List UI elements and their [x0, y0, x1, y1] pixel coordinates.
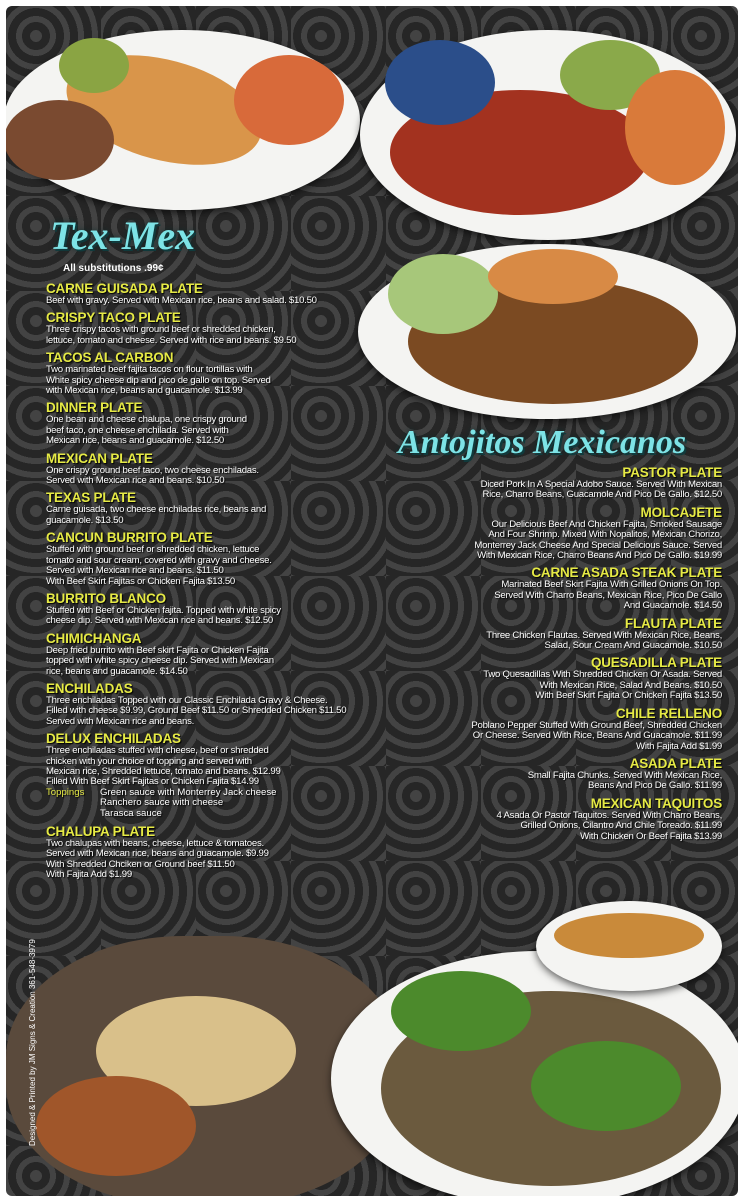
item-name: MEXICAN PLATE [46, 450, 153, 466]
pastor-plate-photo [360, 30, 736, 240]
section-title-texmex: Tex-Mex [50, 213, 196, 258]
item-name: TACOS AL CARBON [46, 350, 174, 366]
item-name: DELUX ENCHILADAS [46, 731, 181, 747]
item-description: Two Quesadillas With Shredded Chicken Or Asada. Served With Mexican Rice, Salad And Beans. $10.50 With Beef Skirt Fajita Or Chicken Fajita $13.50 [483, 669, 722, 702]
consome-bowl-photo [536, 901, 722, 991]
item-name: CHILE RELLENO [615, 705, 722, 721]
texmex-menu-list [46, 282, 373, 886]
toppings-list [46, 788, 373, 819]
item-description: Three enchiladas stuffed with cheese, beef or shredded chicken with your choice of topping and served with Mexican rice, Shredded lettuce, tomato and beans. $12.99 Filled With Beef Skirt Fajitas or Chicken Fajita $14.99 [46, 745, 281, 788]
menu-page [6, 6, 738, 1196]
substitutions-note: All substitutions .99¢ [63, 263, 164, 274]
item-name: CARNE ASADA STEAK PLATE [531, 565, 722, 581]
item-description: Three crispy tacos with ground beef or shredded chicken, lettuce, tomato and cheese. Served with rice and beans. $9.50 [46, 324, 297, 346]
tacos-plate-photo [331, 951, 738, 1196]
item-name: CHIMICHANGA [46, 630, 142, 646]
menu-item [46, 632, 373, 677]
item-description: Marinated Beef Skirt Fajita With Grilled Onions On Top. Served With Charro Beans, Mexican Rice, Pico De Gallo And Guacamole. $14.50 [494, 579, 722, 612]
menu-item [46, 452, 373, 487]
menu-item [46, 825, 373, 881]
menu-item [388, 757, 722, 792]
menu-item [388, 797, 722, 842]
item-name: PASTOR PLATE [622, 465, 722, 480]
item-name: ASADA PLATE [629, 755, 722, 771]
item-description: Two marinated beef fajita tacos on flour tortillas with White spicy cheese dip and pico de gallo on top. Served with Mexican rice, beans and guacamole. $13.99 [46, 364, 271, 397]
section-title-antojitos: Antojitos Mexicanos [398, 424, 687, 461]
item-name: CHALUPA PLATE [46, 824, 155, 839]
menu-item [388, 566, 722, 611]
menu-item [46, 401, 373, 446]
toppings-label: Toppings [46, 786, 85, 798]
item-description: Three enchiladas Topped with our Classic Enchilada Gravy & Cheese. Filled with cheese $9.99, Ground Beef $11.50 or Shredded Chicken $11.50 Served with Mexican rice and beans. [46, 694, 347, 727]
menu-item [46, 682, 373, 727]
menu-item [388, 707, 722, 752]
item-name: CRISPY TACO PLATE [46, 310, 181, 326]
menu-item [46, 491, 373, 526]
menu-item [46, 592, 373, 627]
item-name: MEXICAN TAQUITOS [590, 795, 722, 811]
item-description: Deep fried burrito with Beef skirt Fajita or Chicken Fajita topped with white spicy cheese dip. Served with Mexican rice, beans and guacamole. $14.50 [46, 644, 274, 677]
item-description: Stuffed with Beef or Chicken fajita. Topped with white spicy cheese dip. Served with Mexican rice and beans. $12.50 [46, 604, 281, 627]
menu-item [388, 617, 722, 652]
item-description: Our Delicious Beef And Chicken Fajita, Smoked Sausage And Four Shrimp. Mixed With Nopalitos, Mexican Chorizo, Monterrey Jack Cheese And Special Delicious Sauce. Served With Mexican Rice, Charro Beans And Pico De Gallo. $19.99 [474, 518, 722, 562]
menu-item [46, 351, 373, 396]
item-description: Two chalupas with beans, cheese, lettuce & tomatoes. Served with Mexican rice, beans and guacamole. $9.99 With Shredded Chciken or Ground beef $11.50 With Fajita Add $1.99 [46, 838, 269, 881]
menu-item [388, 656, 722, 701]
menu-item [388, 466, 722, 501]
item-description: Stuffed with ground beef or shredded chicken, lettuce tomato and sour cream, covered with gravy and cheese. Served with Mexican rice and beans. $11.50 With Beef Skirt Fajitas or Chicken Fajita $13.50 [46, 544, 272, 587]
item-description: Poblano Pepper Stuffed With Ground Beef, Shredded Chicken Or Cheese. Served With Rice, Beans And Guacamole. $11.99 With Fajita Add $1.99 [471, 719, 722, 752]
menu-item [46, 531, 373, 587]
menu-item [46, 282, 373, 306]
item-description: One crispy ground beef taco, two cheese enchiladas. Served with Mexican rice and beans. $10.50 [46, 464, 259, 487]
item-description: One bean and cheese chalupa, one crispy ground beef taco, one cheese enchilada. Served with Mexican rice, beans and guacamole. $12.50 [46, 414, 247, 447]
carne-guisada-plate-photo [358, 244, 736, 419]
item-description: 4 Asada Or Pastor Taquitos. Served With Charro Beans, Grilled Onions, Cilantro And Chile Toreado. $11.99 With Chicken Or Beef Fajita $13.99 [496, 809, 722, 842]
item-description: Beef with gravy. Served with Mexican rice, beans and salad. $10.50 [46, 295, 317, 306]
menu-item [46, 732, 373, 819]
item-description: Small Fajita Chunks. Served With Mexican Rice, Beans And Pico De Gallo. $11.99 [527, 769, 722, 792]
antojitos-menu-list [388, 466, 722, 847]
item-description: Three Chicken Flautas. Served With Mexican Rice, Beans, Salad, Sour Cream And Guacamole. $10.50 [486, 629, 722, 652]
item-description: Diced Pork In A Special Adobo Sauce. Served With Mexican Rice, Charro Beans, Guacamole And Pico De Gallo. $12.50 [480, 479, 722, 501]
item-name: DINNER PLATE [46, 400, 143, 416]
item-name: FLAUTA PLATE [624, 615, 722, 631]
item-name: ENCHILADAS [46, 680, 133, 696]
menu-item [388, 506, 722, 562]
toppings-options: Green sauce with Monterrey Jack cheese Ranchero sauce with cheese Tarasca sauce [100, 786, 277, 819]
item-name: QUESADILLA PLATE [590, 655, 722, 671]
item-description: Carne guisada, two cheese enchiladas rice, beans and guacamole. $13.50 [46, 504, 267, 526]
flautas-plate-photo [6, 30, 360, 210]
item-name: TEXAS PLATE [46, 490, 136, 506]
item-name: CANCUN BURRITO PLATE [46, 530, 213, 546]
item-name: CARNE GUISADA PLATE [46, 281, 203, 296]
item-name: BURRITO BLANCO [46, 590, 166, 606]
designer-credit: Designed & Printed by JM Signs & Creation 361-548-3979 [28, 939, 37, 1146]
item-name: MOLCAJETE [640, 504, 722, 520]
menu-item [46, 311, 373, 346]
